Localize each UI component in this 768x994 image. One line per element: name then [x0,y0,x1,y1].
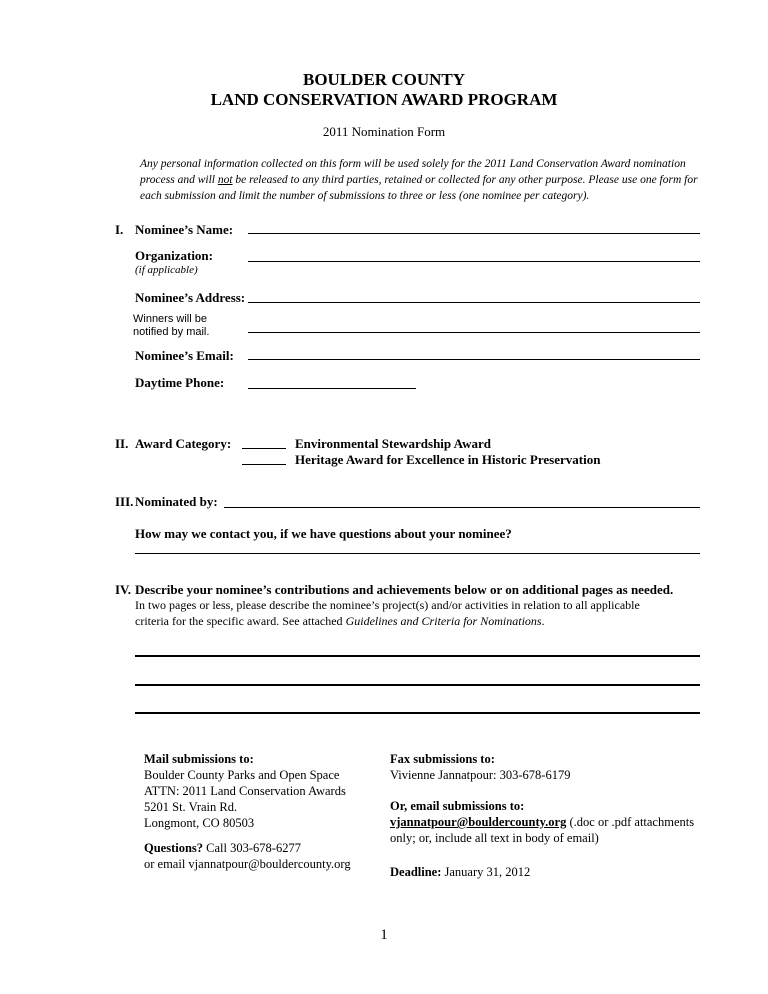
contributions-heading: Describe your nominee’s contributions and achievements below or on additional pages as needed. [135,582,674,597]
page-number: 1 [380,927,388,943]
fax-line: Vivienne Jannatpour: 303-678-6179 [390,768,571,782]
section-4-numeral: IV. [115,582,132,597]
nominee-address-field-2[interactable] [248,332,700,333]
description-line-3[interactable] [135,712,700,714]
nominee-name-field[interactable] [248,233,700,234]
heritage-award-option: Heritage Award for Excellence in Historic Preservation [295,452,601,467]
privacy-notice-emphasis: not [217,174,233,186]
mail-line-2: ATTN: 2011 Land Conservation Awards [144,784,346,798]
contributions-instructions-end: . [541,614,545,628]
mail-line-4: Longmont, CO 80503 [144,816,255,830]
address-note [133,313,209,339]
description-line-2[interactable] [135,684,700,686]
heritage-award-checkline[interactable] [242,464,286,465]
contact-question: How may we contact you, if we have questions about your nominee? [135,526,512,541]
section-3-numeral: III. [115,494,134,509]
deadline-block [390,864,530,880]
page-title-line2: LAND CONSERVATION AWARD PROGRAM [210,90,558,109]
section-1-numeral: I. [115,222,124,237]
section-2-numeral: II. [115,436,129,451]
email-sub-note-2: only; or, include all text in body of email) [390,831,599,845]
fax-heading: Fax submissions to: [390,752,495,766]
form-subtitle: 2011 Nomination Form [322,124,446,139]
mail-submissions-block [144,751,346,831]
contributions-instructions-text: In two pages or less, please describe the nominee’s project(s) and/or activities in relation to all applicable criteria for the specific award. See attached [135,598,640,628]
email-sub-heading: Or, email submissions to: [390,799,525,813]
address-note-line1: Winners will be [133,313,207,325]
deadline-value: January 31, 2012 [441,865,531,879]
page-title: BOULDER COUNTY [303,70,465,89]
questions-email: or email vjannatpour@bouldercounty.org [144,857,351,871]
nominee-address-label: Nominee’s Address: [135,290,246,305]
fax-submissions-block [390,751,570,783]
stewardship-award-checkline[interactable] [242,448,286,449]
privacy-notice-part1: Any personal information collected on this form will be used solely for the 2011 Land Conservation Award nomination process and will [140,158,686,186]
contact-info-field[interactable] [135,553,700,554]
email-sub-note-1: (.doc or .pdf attachments [566,815,695,829]
guidelines-reference: Guidelines and Criteria for Nominations [345,614,542,628]
nominated-by-field[interactable] [224,507,700,508]
deadline-label: Deadline: [390,865,442,879]
mail-line-3: 5201 St. Vrain Rd. [144,800,238,814]
address-note-line2: notified by mail. [133,326,210,338]
email-submissions-block [390,798,710,846]
stewardship-award-option: Environmental Stewardship Award [295,436,491,451]
description-line-1[interactable] [135,655,700,657]
daytime-phone-field[interactable] [248,388,416,389]
nominee-email-label: Nominee’s Email: [135,348,234,363]
questions-call: Call 303-678-6277 [203,841,301,855]
award-category-label: Award Category: [135,436,232,451]
nominee-address-field-1[interactable] [248,302,700,303]
privacy-notice-part2: be released to any third parties, retained or collected for any other purpose. Please use one form for each submission and limit the number of submissions to three or less (one nominee per category). [140,174,698,202]
contributions-instructions [135,597,655,629]
nominated-by-label: Nominated by: [135,494,218,509]
questions-label: Questions? [144,841,204,855]
organization-label: Organization: [135,248,213,263]
nominee-name-label: Nominee’s Name: [135,222,234,237]
submission-email-link[interactable]: vjannatpour@bouldercounty.org [390,815,567,829]
nominee-email-field[interactable] [248,359,700,360]
privacy-notice [140,156,710,204]
mail-line-1: Boulder County Parks and Open Space [144,768,340,782]
questions-block [144,840,351,872]
mail-heading: Mail submissions to: [144,752,254,766]
organization-field[interactable] [248,261,700,262]
organization-note: (if applicable) [135,264,198,276]
daytime-phone-label: Daytime Phone: [135,375,225,390]
